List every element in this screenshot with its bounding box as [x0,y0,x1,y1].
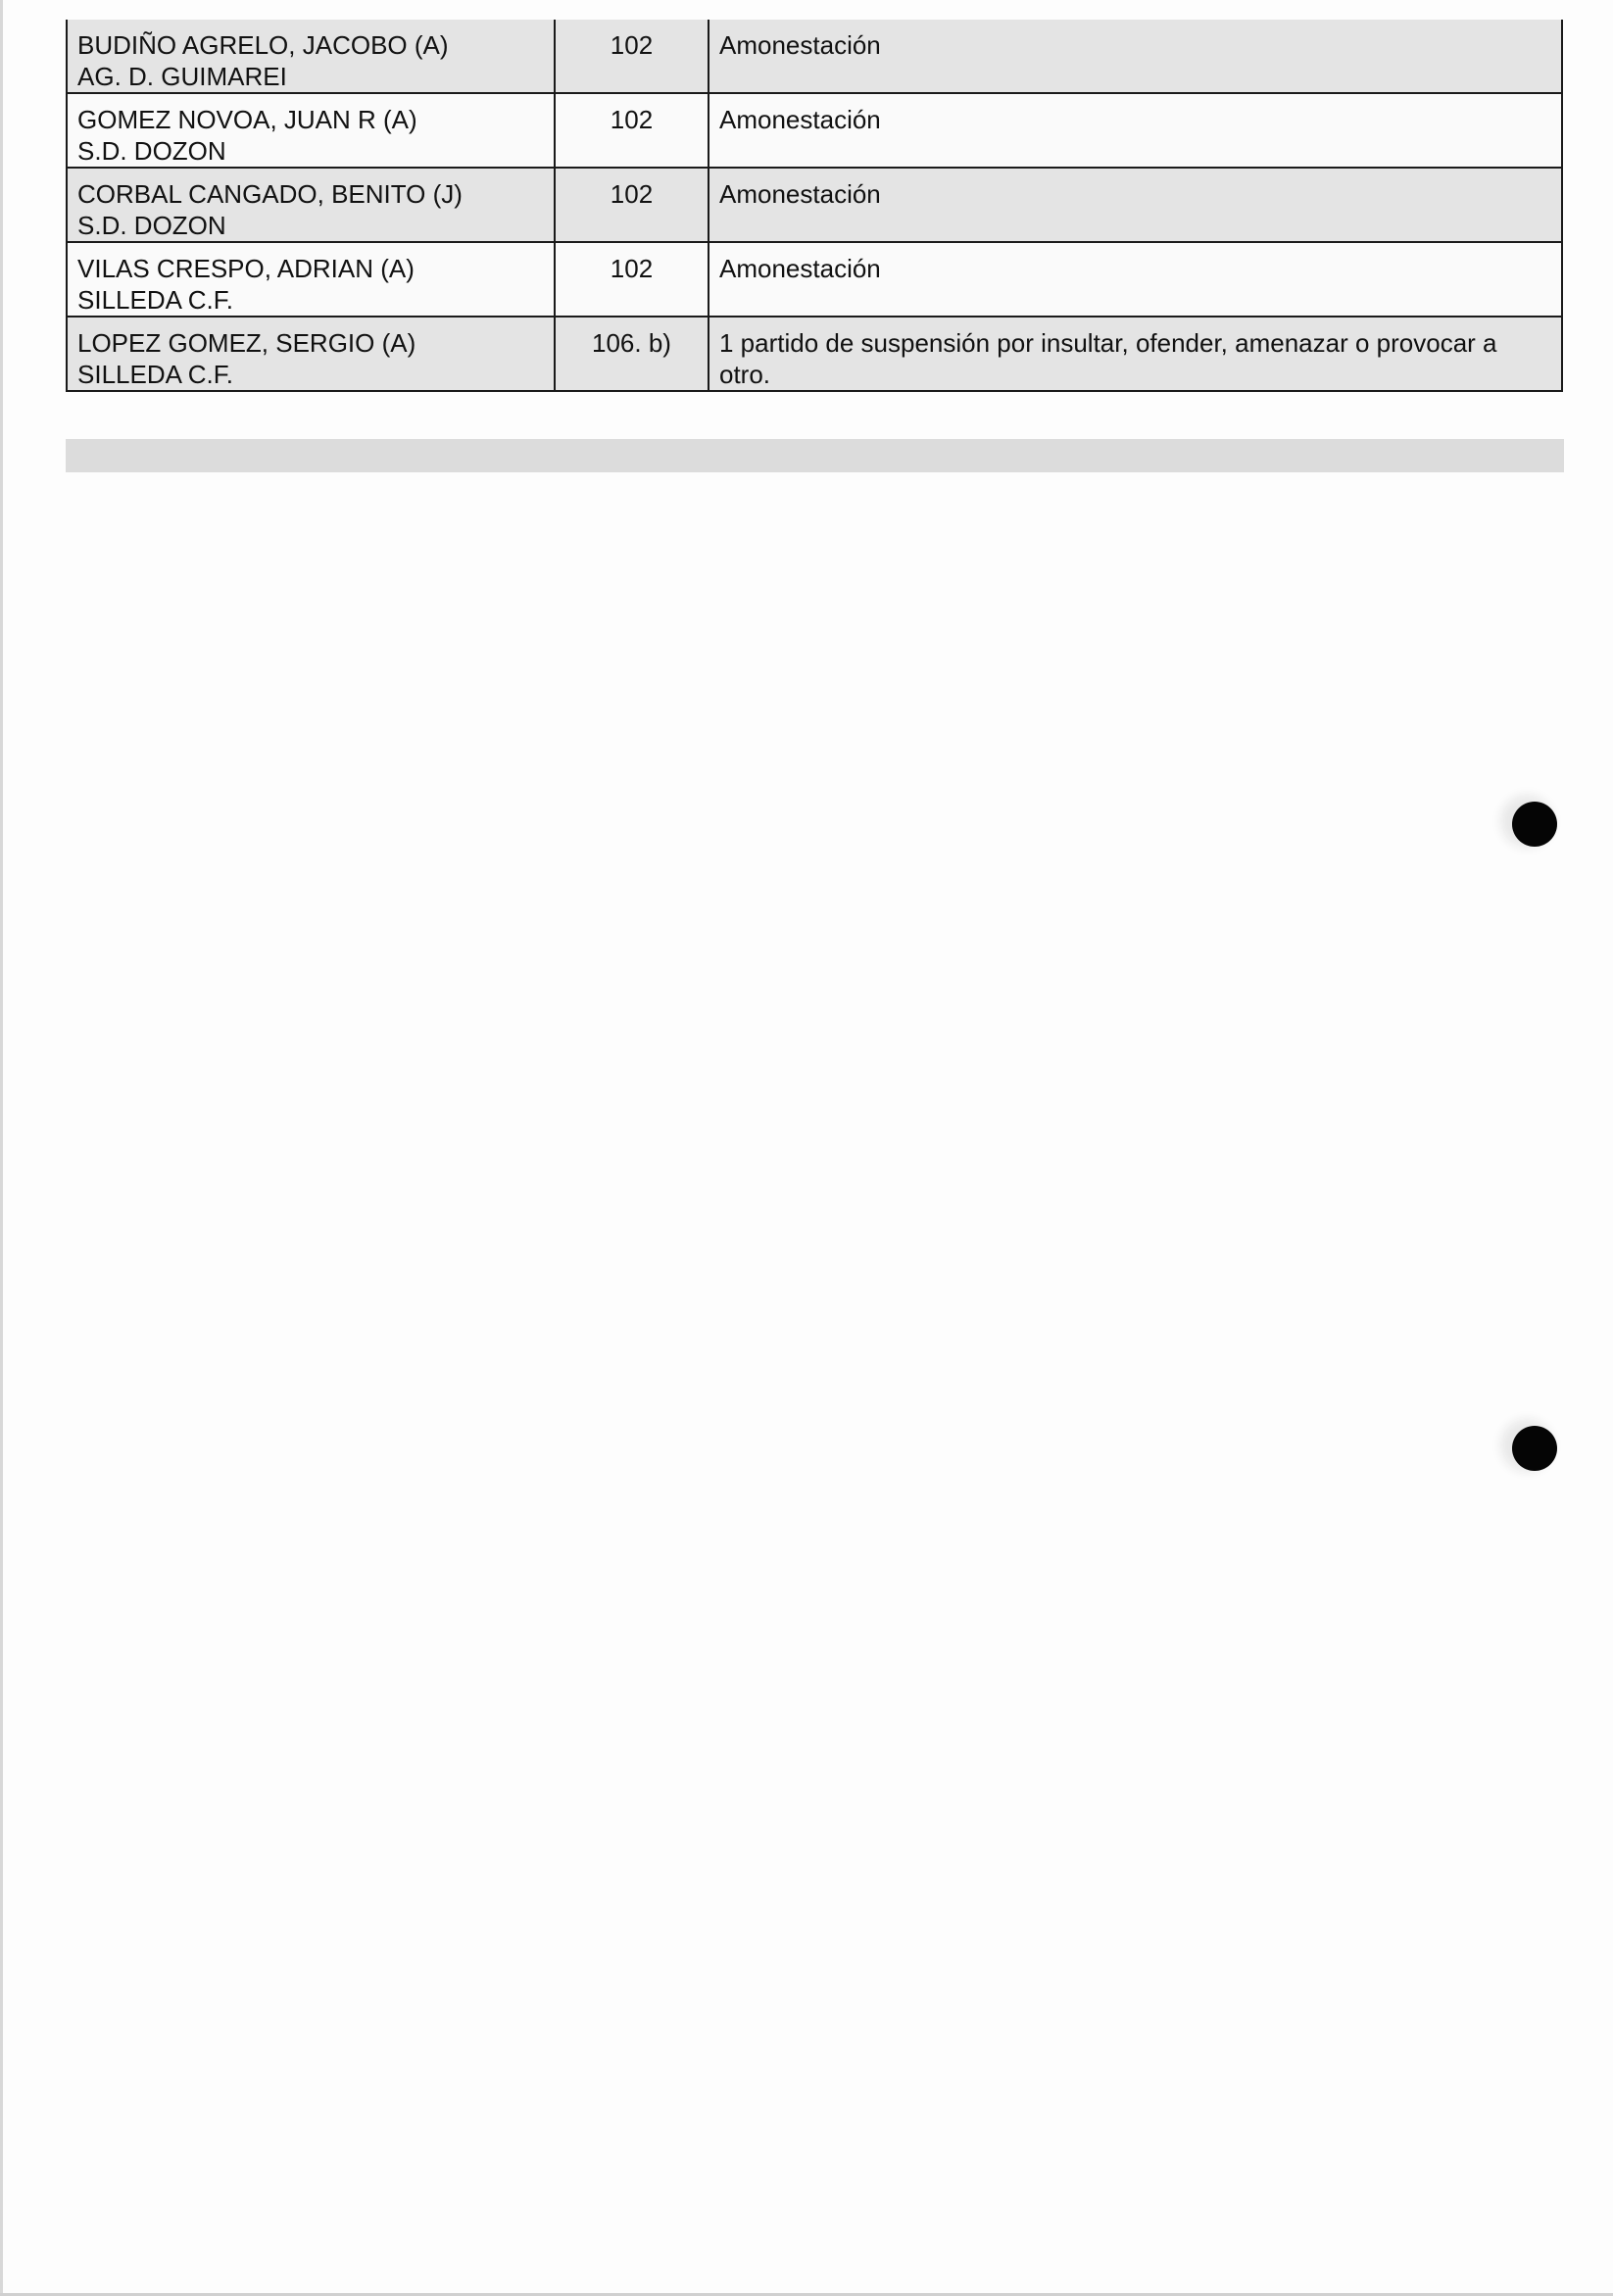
article-cell: 102 [555,20,709,93]
player-name: BUDIÑO AGRELO, JACOBO (A) [77,30,449,60]
article-cell: 102 [555,93,709,168]
player-name: LOPEZ GOMEZ, SERGIO (A) [77,328,416,358]
club-name: AG. D. GUIMAREI [77,62,287,91]
player-name: CORBAL CANGADO, BENITO (J) [77,179,463,209]
article-cell: 106. b) [555,317,709,391]
article-cell: 102 [555,242,709,317]
player-cell [67,93,555,168]
table-row [67,317,1562,391]
table-bottom-shading [66,439,1564,472]
sanctions-table [66,20,1563,392]
player-cell [67,242,555,317]
table-row [67,168,1562,242]
sanction-cell: Amonestación [709,93,1562,168]
sanction-cell: Amonestación [709,168,1562,242]
player-cell [67,168,555,242]
club-name: S.D. DOZON [77,136,226,166]
player-name: GOMEZ NOVOA, JUAN R (A) [77,105,417,134]
club-name: SILLEDA C.F. [77,285,233,315]
scan-edge [0,0,3,2296]
sanction-cell: 1 partido de suspensión por insultar, ofender, amenazar o provocar a otro. [709,317,1562,391]
club-name: S.D. DOZON [77,211,226,240]
table-row [67,93,1562,168]
player-cell [67,317,555,391]
table-row [67,20,1562,93]
punch-hole-icon [1512,802,1557,847]
sanctions-table-wrapper [66,20,1561,392]
sanction-cell: Amonestación [709,242,1562,317]
sanction-cell: Amonestación [709,20,1562,93]
punch-hole-icon [1512,1426,1557,1471]
table-row [67,242,1562,317]
player-name: VILAS CRESPO, ADRIAN (A) [77,254,415,283]
player-cell [67,20,555,93]
club-name: SILLEDA C.F. [77,360,233,389]
article-cell: 102 [555,168,709,242]
